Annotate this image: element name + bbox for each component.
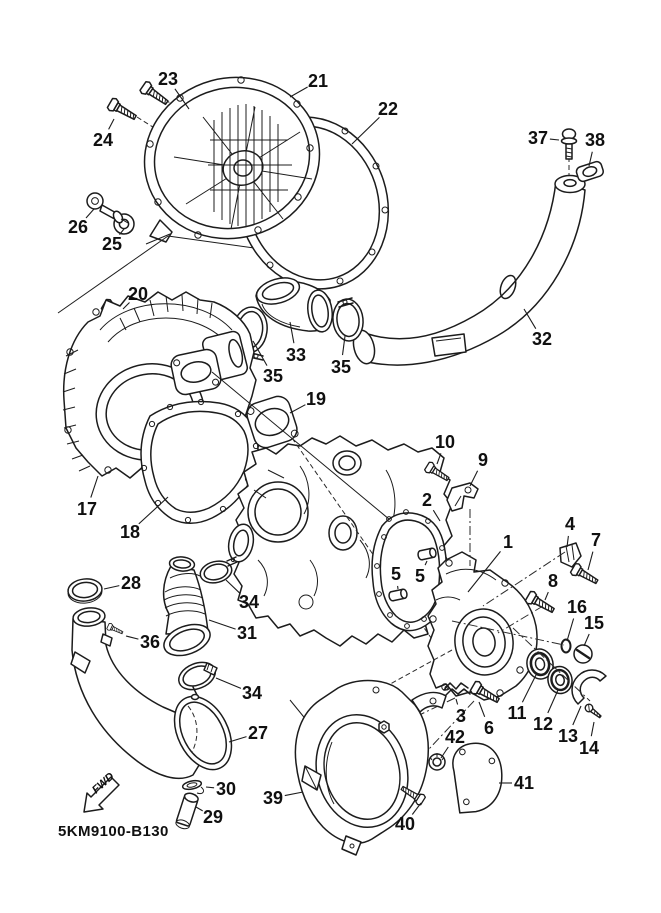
- callout-number[interactable]: 13: [557, 726, 579, 746]
- callout-number[interactable]: 32: [531, 329, 553, 349]
- callout-leader-line: [352, 117, 379, 144]
- callout-number[interactable]: 34: [238, 592, 260, 612]
- callout-leader-line: [456, 699, 458, 705]
- callout-leader-line: [104, 586, 119, 589]
- callout-34[interactable]: [216, 678, 262, 703]
- callout-12[interactable]: [533, 690, 558, 734]
- callout-19[interactable]: [290, 389, 326, 413]
- callout-number[interactable]: 36: [139, 632, 161, 652]
- callout-number[interactable]: 20: [127, 284, 149, 304]
- callout-26[interactable]: [68, 209, 94, 237]
- callout-leader-line: [441, 747, 448, 758]
- callout-leader-line: [479, 702, 485, 717]
- callout-30[interactable]: [206, 779, 236, 799]
- callout-number[interactable]: 29: [202, 807, 224, 827]
- callout-number[interactable]: 2: [421, 490, 433, 510]
- access-plate-41: [450, 740, 507, 814]
- callout-3[interactable]: [456, 699, 466, 726]
- callout-number[interactable]: 3: [455, 706, 467, 726]
- callout-number[interactable]: 5: [414, 566, 426, 586]
- fan-housing: [295, 681, 446, 855]
- callout-number[interactable]: 16: [566, 597, 588, 617]
- bolt-7: [570, 562, 600, 587]
- callout-36[interactable]: [126, 632, 160, 652]
- callout-number[interactable]: 28: [120, 573, 142, 593]
- callout-leader-line: [209, 620, 236, 629]
- part-code: 5KM9100-B130: [58, 823, 169, 840]
- callout-number[interactable]: 8: [547, 571, 559, 591]
- bracket-9: [447, 483, 478, 511]
- callout-number[interactable]: 7: [590, 530, 602, 550]
- callout-leader-line: [412, 803, 421, 815]
- callout-leader-line: [290, 87, 308, 97]
- callout-number[interactable]: 15: [583, 613, 605, 633]
- callout-leader-line: [584, 634, 589, 646]
- callout-38[interactable]: [585, 130, 605, 166]
- callout-27[interactable]: [229, 723, 268, 743]
- callout-leader-line: [285, 792, 303, 796]
- callout-number[interactable]: 6: [483, 718, 495, 738]
- callout-37[interactable]: [528, 128, 559, 148]
- callout-number[interactable]: 34: [241, 683, 263, 703]
- callout-leader-line: [196, 807, 203, 811]
- callout-number[interactable]: 17: [76, 499, 98, 519]
- callout-number[interactable]: 10: [434, 432, 456, 452]
- callout-28[interactable]: [104, 573, 141, 593]
- plug-15: [574, 645, 592, 663]
- callout-leader-line: [548, 690, 558, 713]
- callout-8[interactable]: [545, 571, 558, 600]
- callout-number[interactable]: 9: [477, 450, 489, 470]
- callout-9[interactable]: [470, 450, 488, 486]
- callout-number[interactable]: 24: [92, 130, 114, 150]
- callout-number[interactable]: 39: [262, 788, 284, 808]
- bolt-24: [107, 97, 139, 123]
- inner-cover-gasket: [141, 399, 259, 523]
- callout-6[interactable]: [479, 702, 494, 738]
- callout-number[interactable]: 19: [305, 389, 327, 409]
- callout-number[interactable]: 41: [513, 773, 535, 793]
- callout-39[interactable]: [263, 788, 303, 808]
- callout-32[interactable]: [524, 309, 552, 349]
- callout-24[interactable]: [93, 119, 114, 150]
- callout-29[interactable]: [196, 807, 223, 827]
- callout-4[interactable]: [565, 514, 575, 547]
- callout-leader-line: [591, 722, 594, 736]
- callout-41[interactable]: [499, 773, 534, 793]
- callout-number[interactable]: 38: [584, 130, 606, 150]
- callout-number[interactable]: 40: [394, 814, 416, 834]
- fwd-arrow: [84, 771, 119, 812]
- callout-number[interactable]: 14: [578, 738, 600, 758]
- bolt-36: [106, 623, 124, 637]
- callout-number[interactable]: 12: [532, 714, 554, 734]
- callout-22[interactable]: [352, 99, 398, 144]
- clip-30: [182, 779, 204, 793]
- screw-37: [562, 129, 577, 159]
- callout-leader-line: [290, 405, 305, 413]
- callout-number[interactable]: 35: [330, 357, 352, 377]
- callout-number[interactable]: 37: [527, 128, 549, 148]
- callout-number[interactable]: 22: [377, 99, 399, 119]
- callout-number[interactable]: 25: [101, 234, 123, 254]
- retainer-13: [572, 670, 606, 704]
- seal-ring-28: [67, 577, 103, 603]
- callout-leader-line: [588, 552, 593, 570]
- callout-leader-line: [567, 619, 574, 642]
- callout-leader-line: [573, 706, 581, 725]
- callout-leader-line: [470, 471, 478, 486]
- callout-number[interactable]: 18: [119, 522, 141, 542]
- callout-number[interactable]: 11: [507, 703, 527, 723]
- callout-number[interactable]: 21: [307, 71, 329, 91]
- callout-number[interactable]: 1: [502, 532, 514, 552]
- callout-14[interactable]: [579, 722, 599, 758]
- callout-number[interactable]: 4: [564, 514, 576, 534]
- fwd-label: FWD: [89, 770, 117, 797]
- callout-15[interactable]: [584, 613, 604, 646]
- callout-13[interactable]: [558, 706, 581, 746]
- callout-31[interactable]: [209, 620, 257, 643]
- screw-washer-26: [87, 193, 128, 224]
- callout-leader-line: [91, 476, 98, 498]
- callout-number[interactable]: 33: [285, 345, 307, 365]
- callout-number[interactable]: 35: [262, 366, 284, 386]
- callout-number[interactable]: 42: [444, 727, 466, 747]
- callout-17[interactable]: [77, 476, 98, 519]
- callout-number[interactable]: 27: [247, 723, 269, 743]
- callout-leader-line: [550, 139, 559, 140]
- callout-leader-line: [126, 636, 138, 639]
- callout-number[interactable]: 23: [157, 69, 179, 89]
- screw-14: [584, 703, 603, 720]
- hose-clamp-34-lower: [175, 657, 220, 699]
- callout-21[interactable]: [290, 71, 328, 97]
- callout-18[interactable]: [120, 497, 168, 542]
- callout-number[interactable]: 31: [236, 623, 258, 643]
- hose-clamp-34-upper: [198, 557, 237, 586]
- callout-leader-line: [545, 592, 548, 600]
- callout-35[interactable]: [331, 336, 351, 377]
- callout-leader-line: [206, 787, 214, 788]
- callout-7[interactable]: [588, 530, 601, 570]
- callout-number[interactable]: 30: [215, 779, 237, 799]
- drain-tube-29: [175, 792, 199, 831]
- o-ring-16: [562, 640, 571, 653]
- callout-number[interactable]: 26: [67, 217, 89, 237]
- callout-leader-line: [109, 119, 114, 129]
- callout-25[interactable]: [102, 229, 124, 254]
- callout-leader-line: [216, 678, 241, 688]
- callout-number[interactable]: 5: [390, 564, 402, 584]
